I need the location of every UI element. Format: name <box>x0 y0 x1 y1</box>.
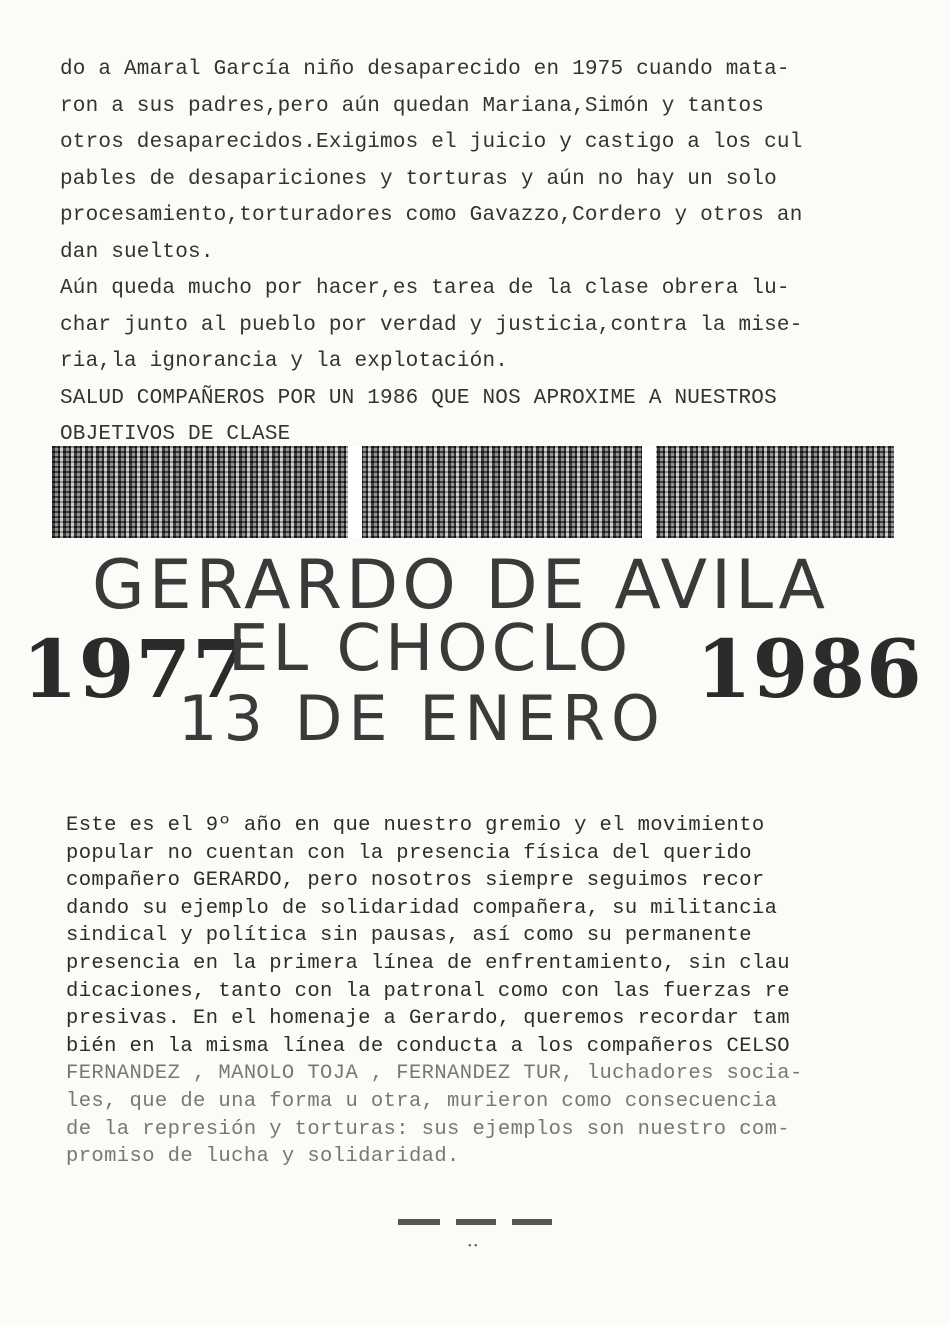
year-end: 1986 <box>696 622 923 716</box>
text-line: char junto al pueblo por verdad y justicia,contra la mise- <box>60 313 803 337</box>
text-line: ria,la ignorancia y la explotación. <box>60 350 509 373</box>
text-line: OBJETIVOS DE CLASE <box>60 423 291 446</box>
footer-ornament <box>398 1213 558 1253</box>
year-start: 1977 <box>22 622 249 716</box>
text-line: popular no cuentan con la presencia física del querido <box>66 841 752 865</box>
title-place: EL CHOCLO <box>228 612 633 686</box>
text-line: do a Amaral García niño desaparecido en 1975 cuando mata- <box>60 58 790 81</box>
intro-paragraph <box>60 52 890 454</box>
title-name: GERARDO DE AVILA <box>92 546 830 625</box>
text-line: dicaciones, tanto con la patronal como con las fuerzas re <box>66 979 791 1003</box>
text-line: presivas. En el homenaje a Gerardo, queremos recordar tam <box>66 1007 791 1031</box>
text-line: pables de desapariciones y torturas y aún no hay un solo <box>60 167 777 191</box>
text-line: SALUD COMPAÑEROS POR UN 1986 QUE NOS APROXIME A NUESTROS <box>60 386 777 410</box>
footer-dots: • • <box>468 1241 478 1252</box>
text-line: de la represión y torturas: sus ejemplos son nuestro com- <box>66 1117 791 1141</box>
crowd-photo-banner <box>52 446 894 538</box>
text-line: promiso de lucha y solidaridad. <box>66 1145 460 1169</box>
text-line: dando su ejemplo de solidaridad compañera, su militancia <box>66 896 778 920</box>
title-date: 13 DE ENERO <box>178 682 666 755</box>
text-line: otros desaparecidos.Exigimos el juicio y castigo a los cul <box>60 131 803 154</box>
text-line: bién en la misma línea de conducta a los compañeros CELSO <box>66 1034 791 1058</box>
text-line: Este es el 9º año en que nuestro gremio y el movimiento <box>66 814 765 837</box>
text-line: dan sueltos. <box>60 240 214 264</box>
text-line: compañero GERARDO, pero nosotros siempre seguimos recor <box>66 869 765 893</box>
text-line: Aún queda mucho por hacer,es tarea de la clase obrera lu- <box>60 277 790 300</box>
text-line: les, que de una forma u otra, murieron como consecuencia <box>66 1089 778 1113</box>
tribute-paragraph <box>66 812 896 1171</box>
text-line: ron a sus padres,pero aún quedan Mariana,Simón y tantos <box>60 94 765 118</box>
text-line: sindical y política sin pausas, así como su permanente <box>66 924 752 948</box>
text-line: FERNANDEZ , MANOLO TOJA , FERNANDEZ TUR, luchadores socia- <box>66 1062 803 1086</box>
text-line: presencia en la primera línea de enfrentamiento, sin clau <box>66 951 791 975</box>
text-line: procesamiento,torturadores como Gavazzo,Cordero y otros an <box>60 204 803 227</box>
